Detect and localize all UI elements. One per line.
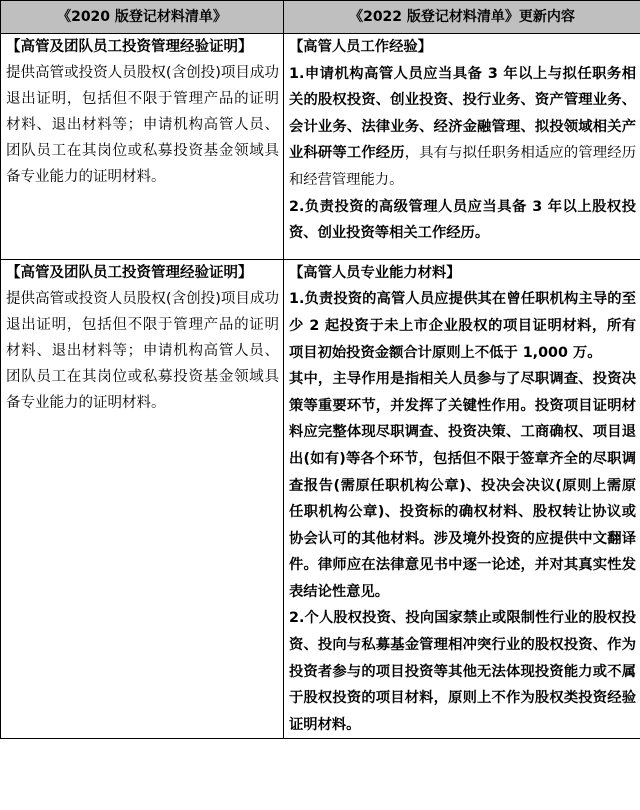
paragraph: 2.个人股权投资、投向国家禁止或限制性行业的股权投资、投向与私募基金管理相冲突行业的股权投资、作为投资者参与的项目投资等其他无法体现投资能力或不属于股权投资的项目材料，原则上不作为股权类投资经验证明材料。 — [289, 610, 636, 733]
header-2022: 《2022 版登记材料清单》更新内容 — [284, 1, 640, 34]
paragraph: 其中，主导作用是指相关人员参与了尽职调查、投资决策等重要环节，并发挥了关键性作用。投资项目证明材料应完整体现尽职调查、投资决策、工商确权、项目退出(如有)等各个环节，包括但不限于签章齐全的尽职调查报告(需原任职机构公章)、投决会决议(原则上需原任职机构公章)、投资标的确权材料、股权转让协议或协会认可的其他材料。涉及境外投资的应提供中文翻译件。律师应在法律意见书中逐一论述，并对其真实性发表结论性意见。 — [289, 371, 636, 600]
paragraph — [289, 61, 636, 194]
header-2020: 《2020 版登记材料清单》 — [1, 1, 284, 34]
section-title: 【高管及团队员工投资管理经验证明】 — [6, 39, 253, 55]
left-cell — [1, 259, 284, 739]
table-row — [1, 259, 640, 739]
section-title: 【高管及团队员工投资管理经验证明】 — [6, 264, 253, 281]
paragraph-bold: 1.申请机构高管人员应当具备 3 年以上与拟任职务相关的股权投资、创业投资、投行业务、资产管理业务、会计业务、法律业务、经济金融管理、拟投领域相关产业科研等工作经历 — [289, 65, 636, 162]
header-row — [1, 1, 640, 34]
table-row — [1, 34, 640, 260]
section-title: 【高管人员工作经验】 — [289, 39, 432, 55]
section-title: 【高管人员专业能力材料】 — [289, 264, 461, 281]
paragraph: 2.负责投资的高级管理人员应当具备 3 年以上股权投资、创业投资等相关工作经历。 — [289, 198, 636, 242]
right-cell — [284, 259, 640, 739]
right-cell — [284, 34, 640, 260]
section-body: 提供高管或投资人员股权(含创投)项目成功退出证明，包括但不限于管理产品的证明材料、退出材料等；申请机构高管人员、团队员工在其岗位或私募投资基金领域具备专业能力的证明材料。 — [6, 290, 279, 411]
paragraph-plain: ，具有与拟任职务相适应的管理经历和经营管理能力。 — [289, 145, 637, 188]
section-body: 提供高管或投资人员股权(含创投)项目成功退出证明，包括但不限于管理产品的证明材料、退出材料等；申请机构高管人员、团队员工在其岗位或私募投资基金领域具备专业能力的证明材料。 — [6, 65, 279, 185]
paragraph: 1.负责投资的高管人员应提供其在曾任职机构主导的至少 2 起投资于未上市企业股权的项目证明材料，所有项目初始投资金额合计原则上不低于 1,000 万。 — [289, 291, 636, 361]
left-cell — [1, 34, 284, 260]
